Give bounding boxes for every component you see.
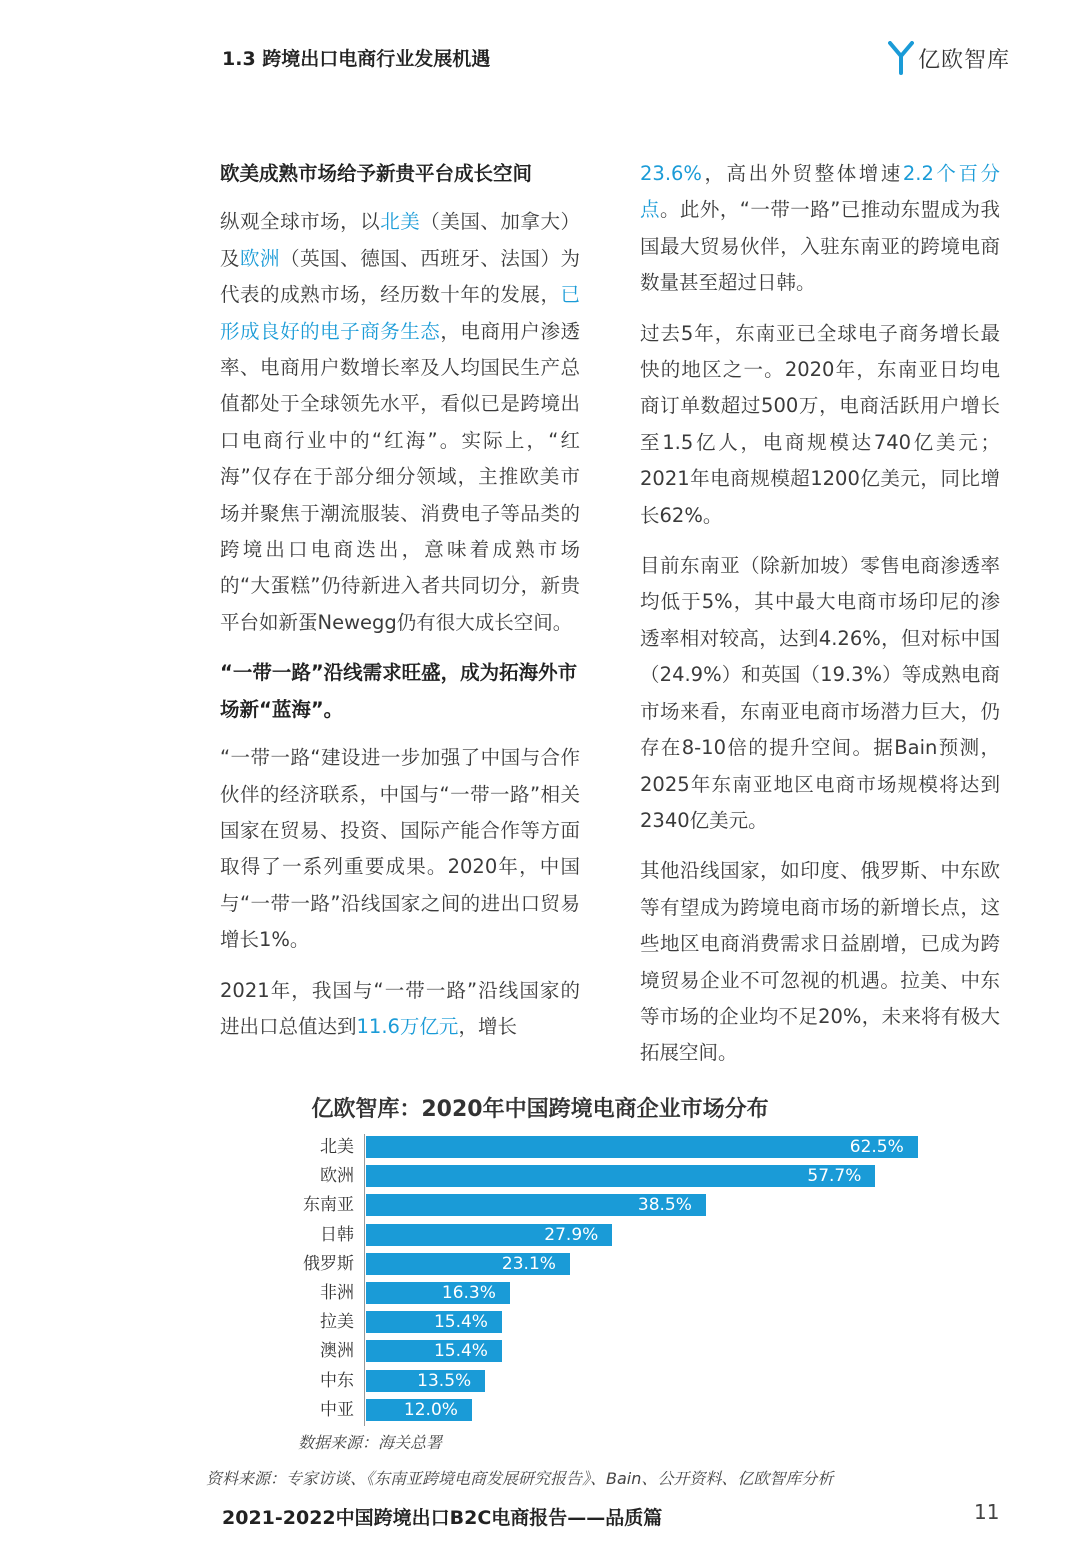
bar-category-label: 北美 <box>320 1137 354 1157</box>
paragraph-penetration-rate: 目前东南亚（除新加坡）零售电商渗透率均低于5%，其中最大电商市场印尼的渗透率相对较高，达到4.26%，但对标中国（24.9%）和英国（19.3%）等成熟电商市场来看，东南亚电商市场潜力巨大，仍存在8-10倍的提升空间。据Bain预测，2025年东南亚地区电商市场规模将达到2340亿美元。 <box>640 554 1000 832</box>
bar-category-label: 俄罗斯 <box>303 1253 354 1274</box>
page-number: 11 <box>974 1500 1000 1524</box>
section-title: 1.3 跨境出口电商行业发展机遇 <box>222 48 491 70</box>
chart-title: 亿欧智库：2020年中国跨境电商企业市场分布 <box>311 1097 769 1122</box>
text: ，高出外贸整体增速 <box>701 162 903 185</box>
paragraph-trade-volume <box>220 973 580 1046</box>
bar-category-label: 欧洲 <box>320 1166 354 1187</box>
bar-value-label: 57.7% <box>807 1166 862 1187</box>
bar-category-label: 中东 <box>320 1370 354 1391</box>
bar-value-label: 27.9% <box>544 1224 599 1245</box>
text: （美国、加拿大）及 <box>220 210 580 270</box>
paragraph-belt-and-road: “一带一路“建设进一步加强了中国与合作伙伴的经济联系，中国与“一带一路”相关国家在贸易、投资、国际产能合作等方面取得了一系列重要成果。2020年，中国与“一带一路”沿线国家之间的进出口贸易增长1%。 <box>220 746 580 952</box>
paragraph-southeast-asia-growth: 过去5年，东南亚已全球电子商务增长最快的地区之一。2020年，东南亚日均电商订单数超过500万，电商活跃用户增长至1.5亿人，电商规模达740亿美元；2021年电商规模超1200亿美元，同比增长62%。 <box>640 321 1000 527</box>
text: 纵观全球市场，以 <box>220 210 381 234</box>
text: 。此外，“一带一路”已推动东盟成为我国最大贸易伙伴，入驻东南亚的跨境电商数量甚至超过日韩。 <box>640 198 1000 295</box>
bar-value-label: 16.3% <box>441 1283 496 1303</box>
bar-value-label: 38.5% <box>637 1195 692 1216</box>
highlight-europe: 欧洲 <box>240 246 281 270</box>
left-column <box>220 156 580 1059</box>
heading-belt-and-road: “一带一路”沿线需求旺盛，成为拓海外市场新“蓝海”。 <box>220 661 578 721</box>
bar-category-label: 日韩 <box>320 1224 354 1245</box>
chart-data-source: 数据来源：海关总署 <box>298 1433 443 1452</box>
report-title: 2021-2022中国跨境出口B2C电商报告——品质篇 <box>222 1507 663 1529</box>
bar-category-label: 非洲 <box>320 1283 354 1303</box>
highlight-percentage-points: 2.2个百分点 <box>640 162 1000 222</box>
bar-category-label: 澳洲 <box>320 1341 354 1362</box>
text: （英国、德国、西班牙、法国）为代表的成熟市场，经历数十年的发展， <box>220 246 580 307</box>
bar-category-label: 拉美 <box>320 1312 354 1333</box>
text: 2021年，我国与“一带一路”沿线国家的进出口总值达到 <box>220 978 580 1038</box>
paragraph-mature-markets <box>220 204 580 641</box>
highlight-ecommerce-ecosystem: 已形成良好的电子商务生态 <box>220 283 580 343</box>
chart-axis <box>364 1134 365 1426</box>
bar-value-label: 15.4% <box>433 1341 488 1362</box>
right-column <box>640 156 1000 1086</box>
bar-value-label: 12.0% <box>403 1399 458 1420</box>
text: ，增长 <box>458 1014 517 1038</box>
bar-category-label: 东南亚 <box>303 1195 354 1216</box>
highlight-trade-value: 11.6万亿元 <box>356 1014 459 1038</box>
heading-mature-markets: 欧美成熟市场给予新贵平台成长空间 <box>220 162 533 185</box>
bar-value-label: 13.5% <box>417 1370 472 1391</box>
logo-text: 亿欧智库 <box>918 47 1011 73</box>
bar-category-label: 中亚 <box>320 1399 354 1420</box>
yiou-logo-icon <box>888 41 914 75</box>
bar-value-label: 62.5% <box>849 1137 904 1157</box>
bar-value-label: 23.1% <box>501 1253 556 1274</box>
highlight-growth: 23.6% <box>640 162 702 185</box>
footer-sources: 资料来源：专家访谈、《东南亚跨境电商发展研究报告》、Bain、公开资料、亿欧智库分析 <box>206 1469 834 1488</box>
brand-logo <box>888 38 1028 78</box>
paragraph-growth-rate <box>640 156 1000 302</box>
bar-value-label: 15.4% <box>433 1312 488 1333</box>
highlight-north-america: 北美 <box>380 210 421 234</box>
text: ，电商用户渗透率、电商用户数增长率及人均国民生产总值都处于全球领先水平，看似已是跨境出口电商行业中的“红海”。实际上，“红海”仅存在于部分细分领域，主推欧美市场并聚焦于潮流服装、消费电子等品类的跨境出口电商迭出，意味着成熟市场的“大蛋糕”仍待新进入者共同切分，新贵平台如新蛋Newegg仍有很大成长空间。 <box>220 319 580 634</box>
paragraph-other-countries: 其他沿线国家，如印度、俄罗斯、中东欧等有望成为跨境电商市场的新增长点，这些地区电商消费需求日益剧增，已成为跨境贸易企业不可忽视的机遇。拉美、中东等市场的企业均不足20%，未来将有极大拓展空间。 <box>640 859 1000 1065</box>
